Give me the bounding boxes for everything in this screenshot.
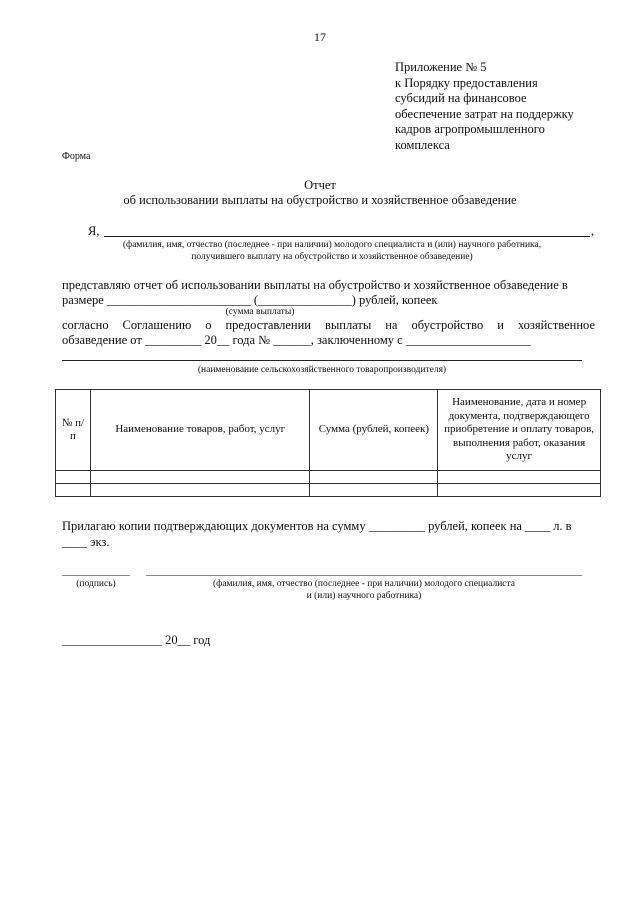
signature-blank[interactable] bbox=[62, 575, 130, 576]
table-header-row bbox=[56, 390, 601, 471]
table-cell[interactable] bbox=[90, 471, 310, 484]
appendix-line: кадров агропромышленного bbox=[395, 122, 545, 136]
report-line-4: обзаведение от _________ 20__ года № ______, заключенному с ____________________ bbox=[62, 333, 531, 347]
word: и bbox=[497, 318, 504, 332]
table-cell[interactable] bbox=[310, 484, 438, 497]
applicant-name-blank[interactable] bbox=[104, 236, 590, 237]
report-line-1: представляю отчет об использовании выплаты на обустройство и хозяйственное обзаведение в bbox=[62, 278, 568, 292]
word: выплаты bbox=[324, 318, 372, 332]
header-number: № п/п bbox=[56, 390, 91, 471]
signature-caption: (подпись) bbox=[76, 579, 116, 589]
appendix-line: комплекса bbox=[395, 137, 450, 152]
appendix-line: к Порядку предоставления bbox=[395, 75, 538, 90]
applicant-caption-2: получившего выплату на обустройство и хозяйственное обзаведение) bbox=[191, 252, 473, 262]
report-line-2: размере _______________________ (_______________) рублей, копеек bbox=[62, 293, 438, 307]
attachment-line-2: ____ экз. bbox=[62, 535, 110, 549]
signer-caption-1: (фамилия, имя, отчество (последнее - при наличии) молодого специалиста bbox=[213, 579, 515, 589]
table-cell[interactable] bbox=[310, 471, 438, 484]
table-cell[interactable] bbox=[56, 471, 91, 484]
table-row bbox=[56, 484, 601, 497]
signer-caption-2: и (или) научного работника) bbox=[306, 591, 422, 601]
producer-blank[interactable] bbox=[62, 360, 582, 361]
attachment-line-1: Прилагаю копии подтверждающих документов на сумму _________ рублей, копеек на ____ л. в bbox=[62, 519, 572, 533]
header-items: Наименование товаров, работ, услуг bbox=[90, 390, 310, 471]
header-document: Наименование, дата и номер документа, подтверждающего приобретение и оплату товаров, выполнения работ, оказания услуг bbox=[438, 390, 601, 471]
report-subtitle: об использовании выплаты на обустройство и хозяйственное обзаведение bbox=[123, 193, 517, 207]
table-cell[interactable] bbox=[438, 484, 601, 497]
word: согласно bbox=[62, 318, 109, 332]
date-year: 20__ год bbox=[165, 633, 211, 647]
table-row bbox=[56, 471, 601, 484]
applicant-suffix: , bbox=[591, 224, 595, 238]
word: обустройство bbox=[411, 318, 484, 332]
word: предоставлении bbox=[225, 318, 311, 332]
date-blank[interactable]: ________________ bbox=[62, 633, 162, 647]
form-label: Форма bbox=[62, 151, 91, 162]
appendix-line: Приложение № 5 bbox=[395, 60, 487, 74]
date-line bbox=[62, 633, 210, 648]
header-sum: Сумма (рублей, копеек) bbox=[310, 390, 438, 471]
producer-caption: (наименование сельскохозяйственного товаропроизводителя) bbox=[197, 365, 447, 375]
expenses-table bbox=[55, 389, 601, 497]
applicant-prefix: Я, bbox=[88, 224, 100, 238]
word: на bbox=[385, 318, 398, 332]
word: Соглашению bbox=[122, 318, 192, 332]
signer-name-blank[interactable] bbox=[146, 575, 582, 576]
appendix-line: субсидий на финансовое bbox=[395, 91, 527, 105]
appendix-block bbox=[395, 60, 615, 153]
table-cell[interactable] bbox=[90, 484, 310, 497]
report-line-3 bbox=[62, 318, 595, 333]
word: хозяйственное bbox=[517, 318, 595, 332]
table-cell[interactable] bbox=[438, 471, 601, 484]
applicant-caption-1: (фамилия, имя, отчество (последнее - при наличии) молодого специалиста и (или) научного работника, bbox=[122, 240, 542, 250]
amount-caption: (сумма выплаты) bbox=[225, 307, 295, 317]
report-title: Отчет bbox=[304, 178, 336, 192]
table-cell[interactable] bbox=[56, 484, 91, 497]
word: о bbox=[205, 318, 212, 332]
page-number: 17 bbox=[314, 30, 326, 44]
appendix-line: обеспечение затрат на поддержку bbox=[395, 106, 574, 121]
